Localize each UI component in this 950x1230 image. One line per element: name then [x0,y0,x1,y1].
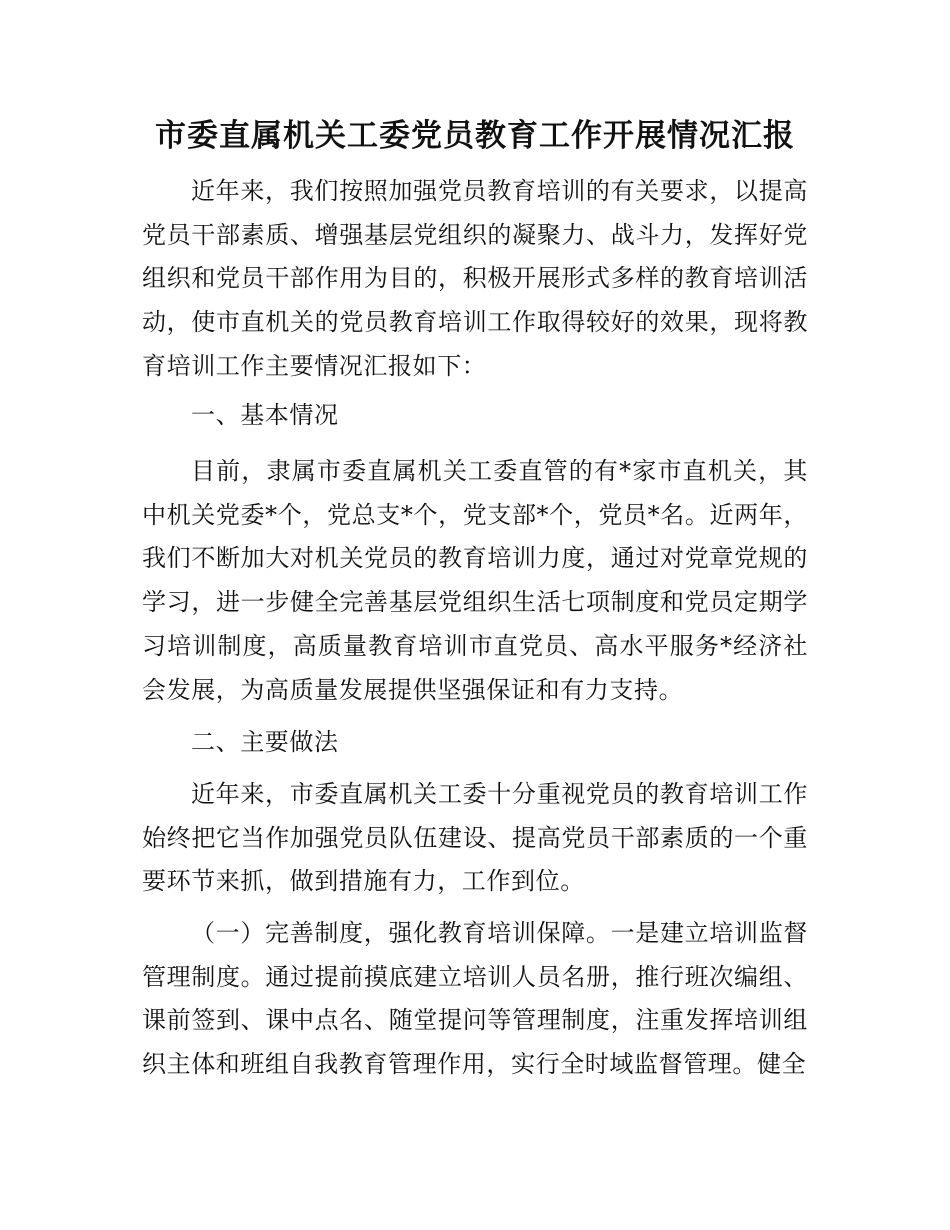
subsection-paragraph-improve-system: （一）完善制度，强化教育培训保障。一是建立培训监督管理制度。通过提前摸底建立培训人员名册，推行班次编组、课前签到、课中点名、随堂提问等管理制度，注重发挥培训组织主体和班组自我教育管理作用，实行全时域监督管理。健全 [142,919,808,1079]
section-heading-main-practices: 二、主要做法 [191,728,339,756]
document-title: 市委直属机关工委党员教育工作开展情况汇报 [155,118,795,154]
intro-paragraph: 近年来，我们按照加强党员教育培训的有关要求，以提高党员干部素质、增强基层党组织的凝聚力、战斗力，发挥好党组织和党员干部作用为目的，积极开展形式多样的教育培训活动，使市直机关的党员教育培训工作取得较好的效果，现将教育培训工作主要情况汇报如下： [142,177,808,380]
basic-situation-paragraph: 目前，隶属市委直属机关工委直管的有*家市直机关，其中机关党委*个，党总支*个，党支部*个，党员*名。近两年，我们不断加大对机关党员的教育培训力度，通过对党章党规的学习，进一步健全完善基层党组织生活七项制度和党员定期学习培训制度，高质量教育培训市直党员、高水平服务*经济社会发展，为高质量发展提供坚强保证和有力支持。 [142,457,808,704]
main-practices-paragraph: 近年来，市委直属机关工委十分重视党员的教育培训工作始终把它当作加强党员队伍建设、提高党员干部素质的一个重要环节来抓，做到措施有力，工作到位。 [142,780,808,896]
section-heading-basic-situation: 一、基本情况 [191,401,339,429]
